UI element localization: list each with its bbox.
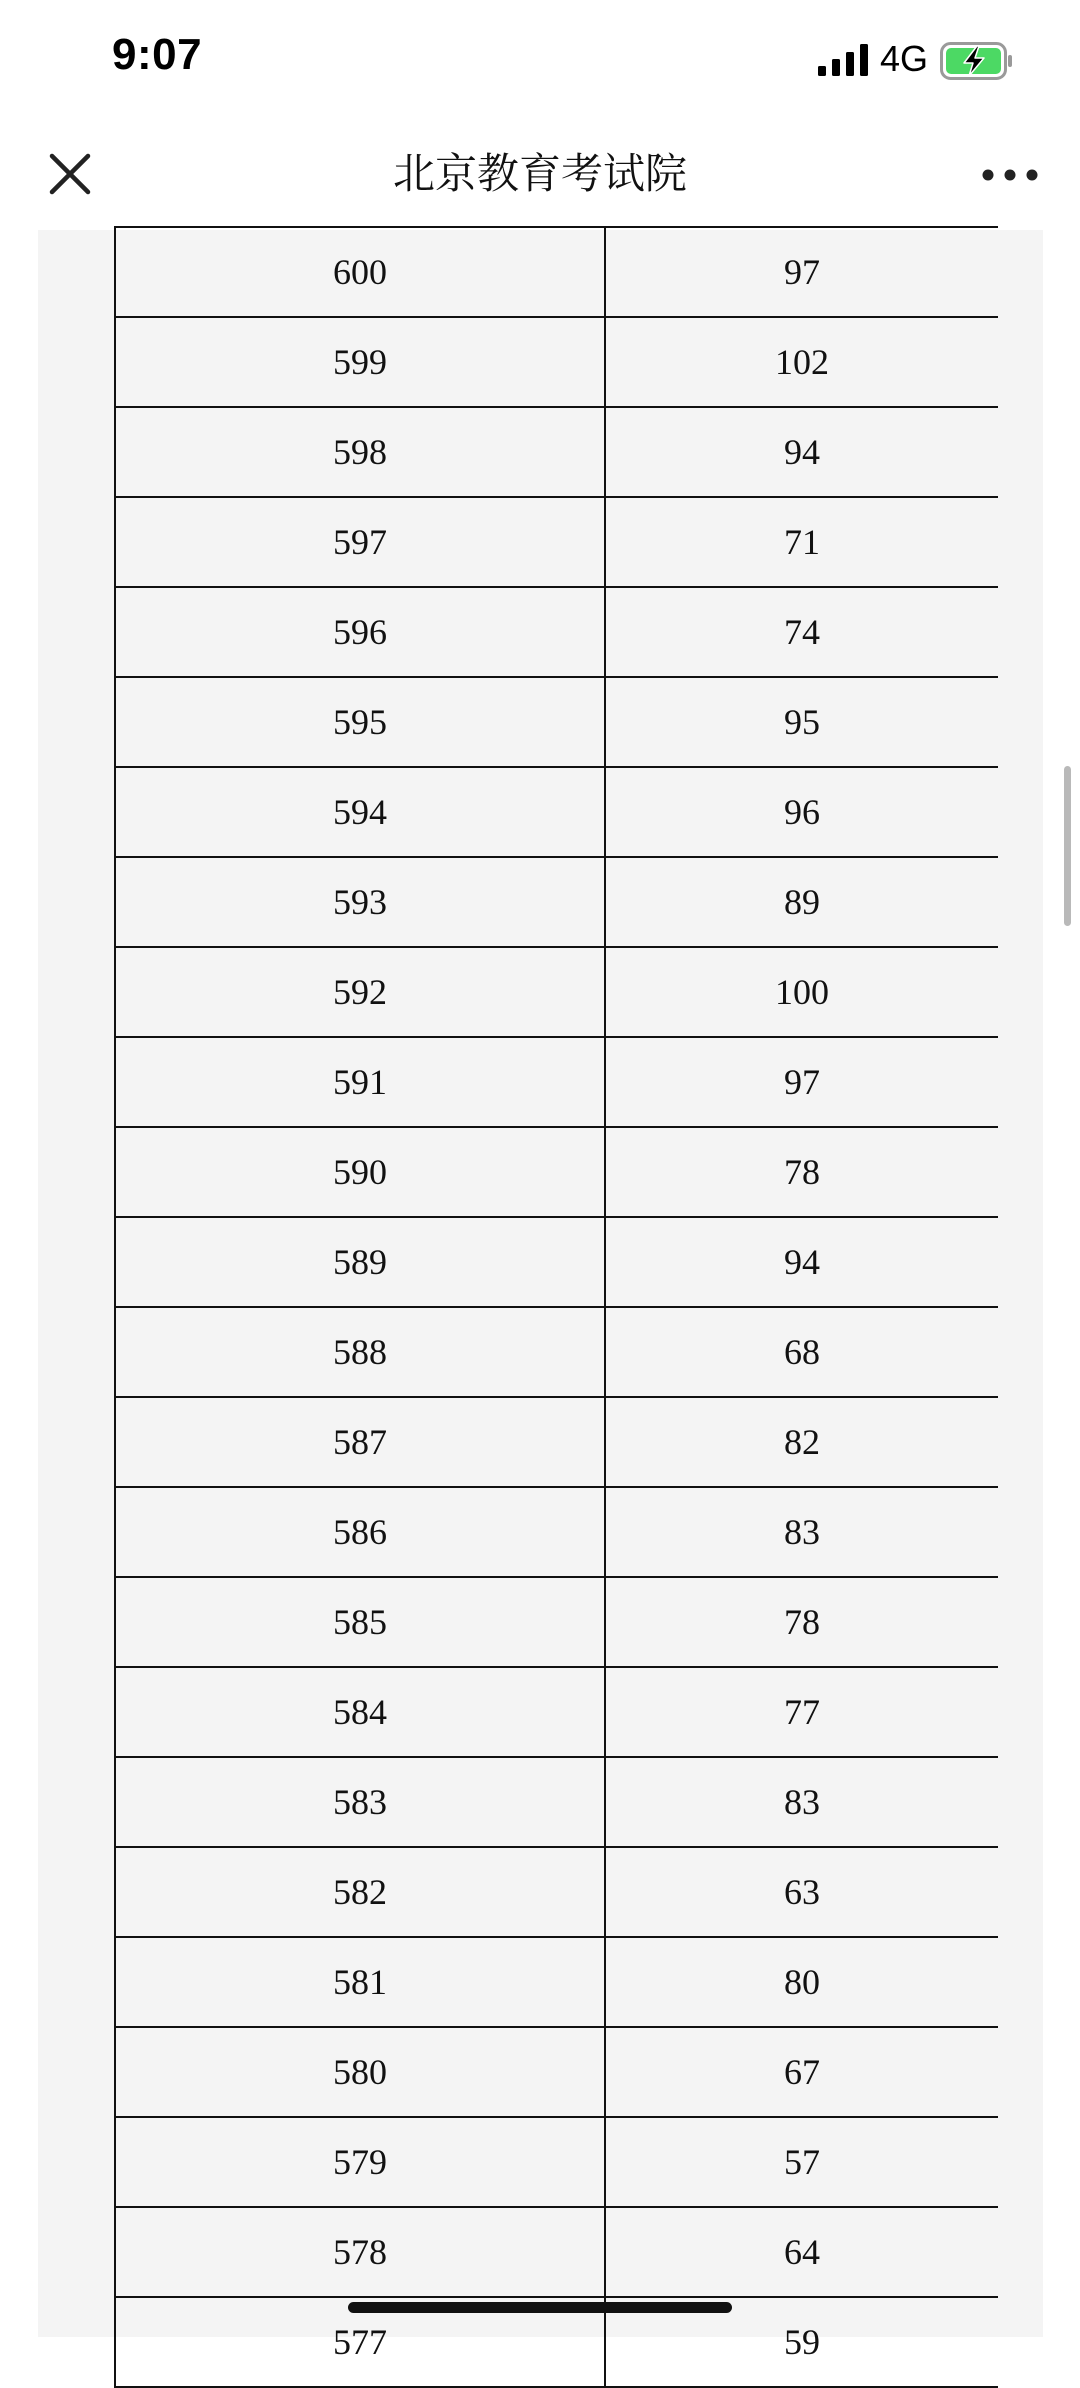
more-dots-icon[interactable] xyxy=(980,160,1040,190)
count-cell: 95 xyxy=(605,677,998,767)
table-row xyxy=(115,2027,998,2117)
count-cell: 97 xyxy=(605,227,998,317)
table-row xyxy=(115,1307,998,1397)
network-type-label: 4G xyxy=(880,38,929,79)
table-row xyxy=(115,1847,998,1937)
home-indicator[interactable] xyxy=(348,2302,732,2313)
score-cell: 581 xyxy=(115,1937,605,2027)
count-cell: 57 xyxy=(605,2117,998,2207)
score-distribution-table xyxy=(114,226,998,2388)
signal-bars-icon xyxy=(818,44,870,76)
table-row xyxy=(115,1217,998,1307)
close-icon[interactable] xyxy=(42,146,98,202)
count-cell: 89 xyxy=(605,857,998,947)
score-cell: 599 xyxy=(115,317,605,407)
count-cell: 80 xyxy=(605,1937,998,2027)
battery-charging-icon xyxy=(940,42,1014,80)
count-cell: 94 xyxy=(605,1217,998,1307)
status-bar xyxy=(0,0,1080,120)
count-cell: 74 xyxy=(605,587,998,677)
score-cell: 594 xyxy=(115,767,605,857)
score-cell: 578 xyxy=(115,2207,605,2297)
score-cell: 580 xyxy=(115,2027,605,2117)
score-cell: 586 xyxy=(115,1487,605,1577)
scroll-indicator[interactable] xyxy=(1064,766,1071,926)
count-cell: 64 xyxy=(605,2207,998,2297)
document-page xyxy=(38,230,1043,2362)
score-cell: 577 xyxy=(115,2297,605,2387)
status-time: 9:07 xyxy=(112,30,203,79)
table-row xyxy=(115,1397,998,1487)
count-cell: 78 xyxy=(605,1577,998,1667)
table-row xyxy=(115,2117,998,2207)
table-row xyxy=(115,857,998,947)
count-cell: 83 xyxy=(605,1757,998,1847)
web-content[interactable] xyxy=(0,230,1080,2362)
score-cell: 591 xyxy=(115,1037,605,1127)
table-row xyxy=(115,767,998,857)
count-cell: 67 xyxy=(605,2027,998,2117)
table-row xyxy=(115,227,998,317)
score-cell: 582 xyxy=(115,1847,605,1937)
count-cell: 68 xyxy=(605,1307,998,1397)
count-cell: 82 xyxy=(605,1397,998,1487)
table-row xyxy=(115,1667,998,1757)
score-cell: 587 xyxy=(115,1397,605,1487)
score-cell: 579 xyxy=(115,2117,605,2207)
score-cell: 585 xyxy=(115,1577,605,1667)
score-cell: 596 xyxy=(115,587,605,677)
table-row xyxy=(115,2207,998,2297)
count-cell: 83 xyxy=(605,1487,998,1577)
score-cell: 583 xyxy=(115,1757,605,1847)
table-row xyxy=(115,1757,998,1847)
table-row xyxy=(115,497,998,587)
table-row xyxy=(115,1037,998,1127)
count-cell: 96 xyxy=(605,767,998,857)
page-title: 北京教育考试院 xyxy=(392,149,687,198)
count-cell: 77 xyxy=(605,1667,998,1757)
table-row xyxy=(115,1487,998,1577)
score-cell: 593 xyxy=(115,857,605,947)
table-row xyxy=(115,1937,998,2027)
count-cell: 102 xyxy=(605,317,998,407)
score-cell: 598 xyxy=(115,407,605,497)
table-row xyxy=(115,1577,998,1667)
count-cell: 59 xyxy=(605,2297,998,2387)
count-cell: 78 xyxy=(605,1127,998,1217)
score-cell: 597 xyxy=(115,497,605,587)
score-cell: 588 xyxy=(115,1307,605,1397)
table-row xyxy=(115,587,998,677)
score-cell: 595 xyxy=(115,677,605,767)
table-row xyxy=(115,317,998,407)
count-cell: 100 xyxy=(605,947,998,1037)
table-row xyxy=(115,677,998,767)
table-row xyxy=(115,947,998,1037)
score-cell: 589 xyxy=(115,1217,605,1307)
score-cell: 584 xyxy=(115,1667,605,1757)
count-cell: 71 xyxy=(605,497,998,587)
table-row xyxy=(115,1127,998,1217)
count-cell: 97 xyxy=(605,1037,998,1127)
table-row xyxy=(115,407,998,497)
score-cell: 590 xyxy=(115,1127,605,1217)
nav-bar xyxy=(0,120,1080,230)
count-cell: 94 xyxy=(605,407,998,497)
count-cell: 63 xyxy=(605,1847,998,1937)
score-cell: 600 xyxy=(115,227,605,317)
score-cell: 592 xyxy=(115,947,605,1037)
